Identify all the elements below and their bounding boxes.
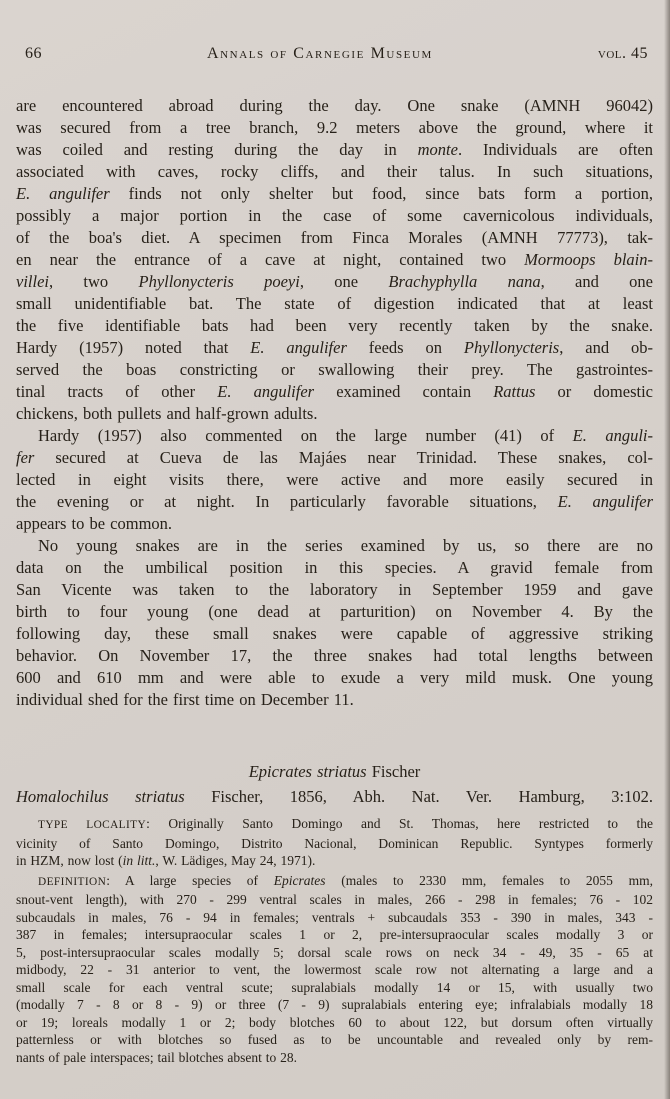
text-line: are encountered abroad during the day. One snake (AMNH 96042) [16,96,653,115]
text-line: birth to four young (one dead at parturition) on November 4. By the [16,602,653,621]
text-line: the five identifiable bats had been very recently taken by the snake. [16,316,653,335]
text-line: served the boas constricting or swallowing their prey. The gastrointes- [16,360,653,379]
text-line: behavior. On November 17, the three snakes had total lengths between [16,646,653,665]
text-line: appears to be common. [16,514,173,533]
text-line: San Vicente was taken to the laboratory in September 1959 and gave [16,580,653,599]
text-line: snout-vent length), with 270 - 299 ventral scales in males, 266 - 298 in females; 76 - 102 [16,892,653,907]
paragraph-2 [16,425,653,535]
text-line: tinal tracts of other E. angulifer examined contain Rattus or domestic [16,382,653,401]
text-line: midbody, 22 - 31 anterior to vent, the lowermost scale row not alternating a large and a [16,962,653,977]
text-line: chickens, both pullets and half-grown adults. [16,404,318,423]
text-line: small unidentifiable bat. The state of digestion indicated that at least [16,294,653,313]
journal-title: Annals of Carnegie Museum [206,45,433,62]
paragraph-1 [16,95,653,425]
text-line: E. angulifer finds not only shelter but food, since bats form a portion, [16,184,653,203]
text-line: was coiled and resting during the day in monte. Individuals are often [16,140,653,159]
species-heading [16,761,653,783]
text-line: No young snakes are in the series examined by us, so there are no [38,536,653,555]
type-locality-paragraph [16,815,653,870]
text-line: Hardy (1957) also commented on the large number (41) of E. anguli- [38,426,653,445]
text-line: in HZM, now lost (in litt., W. Lädiges, May 24, 1971). [16,853,316,868]
text-line: Hardy (1957) noted that E. angulifer feeds on Phyllonycteris, and ob- [16,338,653,357]
synonymy-line [16,786,653,808]
text-line: nants of pale interspaces; tail blotches absent to 28. [16,1049,298,1065]
article-body [16,95,653,1066]
paragraph-3 [16,535,653,711]
volume-label: vol. 45 [597,45,648,62]
text-line: DEFINITION: A large species of Epicrates (males to 2330 mm, females to 2055 mm, [38,872,653,888]
text-line: patternless or with blotches so fused as to be uncountable and revealed only by rem- [16,1032,653,1047]
text-line: data on the umbilical position in this species. A gravid female from [16,558,653,577]
definition-paragraph [16,872,653,1067]
text-line: lected in eight visits there, were active and more easily secured in [16,470,653,489]
page-header [25,45,648,63]
page-number: 66 [25,45,42,62]
text-line: vicinity of Santo Domingo, Distrito Nacional, Dominican Republic. Syntypes formerly [16,835,653,851]
text-line: 387 in females; intersupraocular scales 1 or 2, pre-intersupraocular scales modally 3 or [16,927,653,942]
text-line: of the boa's diet. A specimen from Finca Morales (AMNH 77773), tak- [16,228,653,247]
text-line: or 19; loreals modally 1 or 2; body blotches 60 to about 122, but dorsum often virtually [16,1014,653,1030]
text-line: subcaudals in males, 76 - 94 in females; ventrals + subcaudals 353 - 390 in males, 343 - [16,909,653,925]
text-line: 5, post-intersupraocular scales modally 5; dorsal scale rows on neck 34 - 49, 35 - 65 at [16,944,653,960]
text-line: was secured from a tree branch, 9.2 meters above the ground, where it [16,118,653,137]
text-line: the evening or at night. In particularly favorable situations, E. angulifer [16,492,653,511]
text-line: associated with caves, rocky cliffs, and their talus. In such situations, [16,162,653,181]
text-line: villei, two Phyllonycteris poeyi, one Brachyphylla nana, and one [16,272,653,291]
text-line: individual shed for the first time on December 11. [16,690,354,709]
text-line: (modally 7 - 8 or 8 - 9) or three (7 - 9) supralabials entering eye; infralabials modally 18 [16,997,653,1012]
text-line: following day, these small snakes were capable of aggressive striking [16,624,653,643]
text-line: small scale for each ventral scute; supralabials modally 14 or 15, with usually two [16,979,653,995]
page-edge-shadow [664,0,670,1099]
text-line: TYPE LOCALITY: Originally Santo Domingo and St. Thomas, here restricted to the [38,816,654,831]
text-line: Epicrates striatus Fischer [248,762,421,781]
text-line: en near the entrance of a cave at night, contained two Mormoops blain- [16,250,654,269]
text-line: Homalochilus striatus Fischer, 1856, Abh. Nat. Ver. Hamburg, 3:102. [16,787,653,806]
text-line: 600 and 610 mm and were able to exude a very mild musk. One young [16,668,653,687]
text-line: possibly a major portion in the case of some cavernicolous individuals, [16,206,653,225]
text-line: fer secured at Cueva de las Majáes near Trinidad. These snakes, col- [16,448,653,467]
